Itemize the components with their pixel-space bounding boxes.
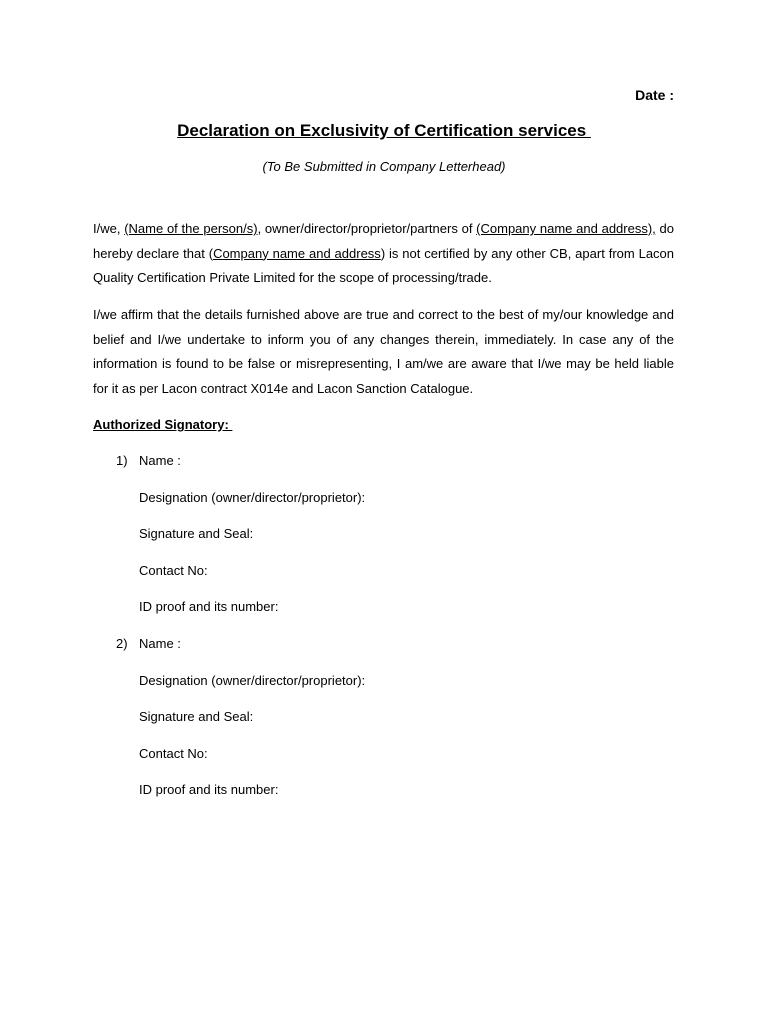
designation-label: Designation (owner/director/proprietor): [139, 490, 366, 505]
signatory-number: 2) [116, 636, 128, 651]
designation-label: Designation (owner/director/proprietor): [139, 673, 366, 688]
signature-seal-label: Signature and Seal: [139, 709, 254, 724]
signature-seal-label: Signature and Seal: [139, 526, 254, 541]
company-placeholder: Company name and address [213, 245, 381, 261]
affirmation-paragraph: I/we affirm that the details furnished above are true and correct to the best of my/our knowledge and belief and I/we undertake to inform you of any changes therein, immediately. In case any of the information is found to be false or misrepresenting, I am/we are aware that I/we may be held liable for it as per Lacon contract X014e and Lacon Sanction Catalogue. [93, 307, 674, 396]
declaration-paragraph [93, 217, 674, 291]
paragraph-text: ) is not certified by any other CB, apart from Lacon Quality Certification Private Limited for the scope of processing/trade. [93, 245, 675, 285]
id-proof-label: ID proof and its number: [139, 599, 279, 614]
name-label: Name : [139, 636, 181, 651]
document-title: Declaration on Exclusivity of Certification services [177, 121, 591, 140]
signatory-number: 1) [116, 453, 128, 468]
authorized-signatory-heading: Authorized Signatory: [93, 417, 233, 432]
contact-label: Contact No: [139, 563, 208, 578]
id-proof-label: ID proof and its number: [139, 782, 279, 797]
person-name-placeholder: (Name of the person/s) [124, 221, 258, 236]
contact-label: Contact No: [139, 746, 208, 761]
name-label: Name : [139, 453, 181, 468]
date-label: Date : [635, 87, 674, 103]
paragraph-text: I/we, [93, 221, 125, 236]
paragraph-text: , owner/director/proprietor/partners of [257, 221, 477, 236]
company-placeholder: (Company name and address), [476, 221, 656, 236]
document-subtitle: (To Be Submitted in Company Letterhead) [262, 159, 506, 174]
paragraph-text: do hereby declare that ( [93, 221, 674, 261]
